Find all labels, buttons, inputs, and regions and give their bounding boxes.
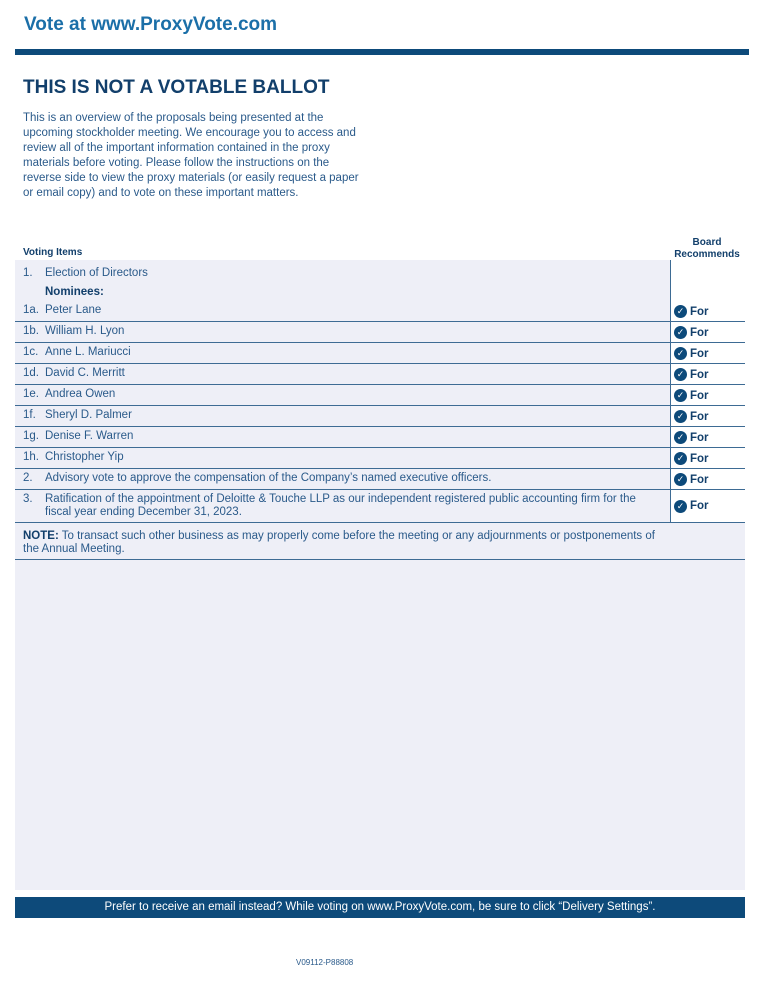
row-divider [15, 559, 745, 560]
header-title: Vote at www.ProxyVote.com [24, 14, 278, 35]
check-circle-icon: ✓ [674, 368, 687, 381]
voting-items-header: Voting Items [23, 247, 83, 258]
item-label: William H. Lyon [45, 325, 125, 337]
item-number: 1d. [23, 367, 39, 379]
footer-banner: Prefer to receive an email instead? While voting on www.ProxyVote.com, be sure to click “Delivery Settings”. [15, 897, 745, 918]
row-divider [15, 384, 745, 385]
check-circle-icon: ✓ [674, 431, 687, 444]
row-divider [15, 321, 745, 322]
recommendation: ✓ For [674, 368, 709, 381]
item-label-line: Ratification of the appointment of Deloitte & Touche LLP as our independent registered public accounting firm for the [45, 493, 636, 505]
row-divider [15, 342, 745, 343]
recommends-label: Recommends [674, 249, 740, 260]
check-circle-icon: ✓ [674, 452, 687, 465]
recommendation: ✓ For [674, 500, 709, 513]
item-number: 1. [23, 267, 33, 279]
document-code: V09112-P88808 [296, 958, 354, 967]
item-label: Christopher Yip [45, 451, 124, 463]
recommendation: ✓ For [674, 305, 709, 318]
recommendation: ✓ For [674, 326, 709, 339]
item-number: 1a. [23, 304, 39, 316]
recommendation: ✓ For [674, 347, 709, 360]
item-number: 1e. [23, 388, 39, 400]
item-label: Peter Lane [45, 304, 102, 316]
recommendation: ✓ For [674, 452, 709, 465]
row-divider [15, 426, 745, 427]
check-circle-icon: ✓ [674, 389, 687, 402]
item-number: 2. [23, 472, 33, 484]
row-divider [15, 489, 745, 490]
item-number: 1h. [23, 451, 39, 463]
check-circle-icon: ✓ [674, 500, 687, 513]
nominees-label: Nominees: [45, 286, 104, 298]
row-divider [15, 363, 745, 364]
item-number: 1b. [23, 325, 39, 337]
recommendation: ✓ For [674, 410, 709, 423]
note-label: NOTE: [23, 530, 59, 542]
item-number: 1c. [23, 346, 39, 358]
item-label: Sheryl D. Palmer [45, 409, 132, 421]
recommendation: ✓ For [674, 389, 709, 402]
recommendation: ✓ For [674, 473, 709, 486]
check-circle-icon: ✓ [674, 347, 687, 360]
board-label: Board [692, 237, 722, 248]
item-label: David C. Merritt [45, 367, 125, 379]
item-label: Election of Directors [45, 267, 148, 279]
item-label-line: fiscal year ending December 31, 2023. [45, 506, 242, 518]
check-circle-icon: ✓ [674, 305, 687, 318]
ballot-title: THIS IS NOT A VOTABLE BALLOT [23, 77, 330, 98]
row-divider [15, 405, 745, 406]
item-number: 1g. [23, 430, 39, 442]
item-label: Advisory vote to approve the compensation of the Company’s named executive officers. [45, 472, 492, 484]
item-label: Denise F. Warren [45, 430, 134, 442]
row-divider [15, 522, 745, 523]
note-text: To transact such other business as may properly come before the meeting or any adjournments or postponements of the Annual Meeting. [23, 530, 655, 555]
item-label: Andrea Owen [45, 388, 116, 400]
recommendation: ✓ For [674, 431, 709, 444]
check-circle-icon: ✓ [674, 326, 687, 339]
check-circle-icon: ✓ [674, 473, 687, 486]
note [23, 530, 673, 556]
row-divider [15, 468, 745, 469]
item-number: 1f. [23, 409, 36, 421]
item-number: 3. [23, 493, 33, 505]
row-divider [15, 447, 745, 448]
item-label: Anne L. Mariucci [45, 346, 131, 358]
board-recommends-header [669, 237, 745, 261]
item-label [45, 493, 675, 519]
intro-text: This is an overview of the proposals being presented at the upcoming stockholder meeting. We encourage you to access and review all of the important information contained in the proxy materials before voting. Please follow the instructions on the reverse side to view the proxy materials (or easily request a paper or email copy) and to vote on these important matters. [23, 112, 359, 199]
check-circle-icon: ✓ [674, 410, 687, 423]
header-rule [15, 49, 749, 55]
